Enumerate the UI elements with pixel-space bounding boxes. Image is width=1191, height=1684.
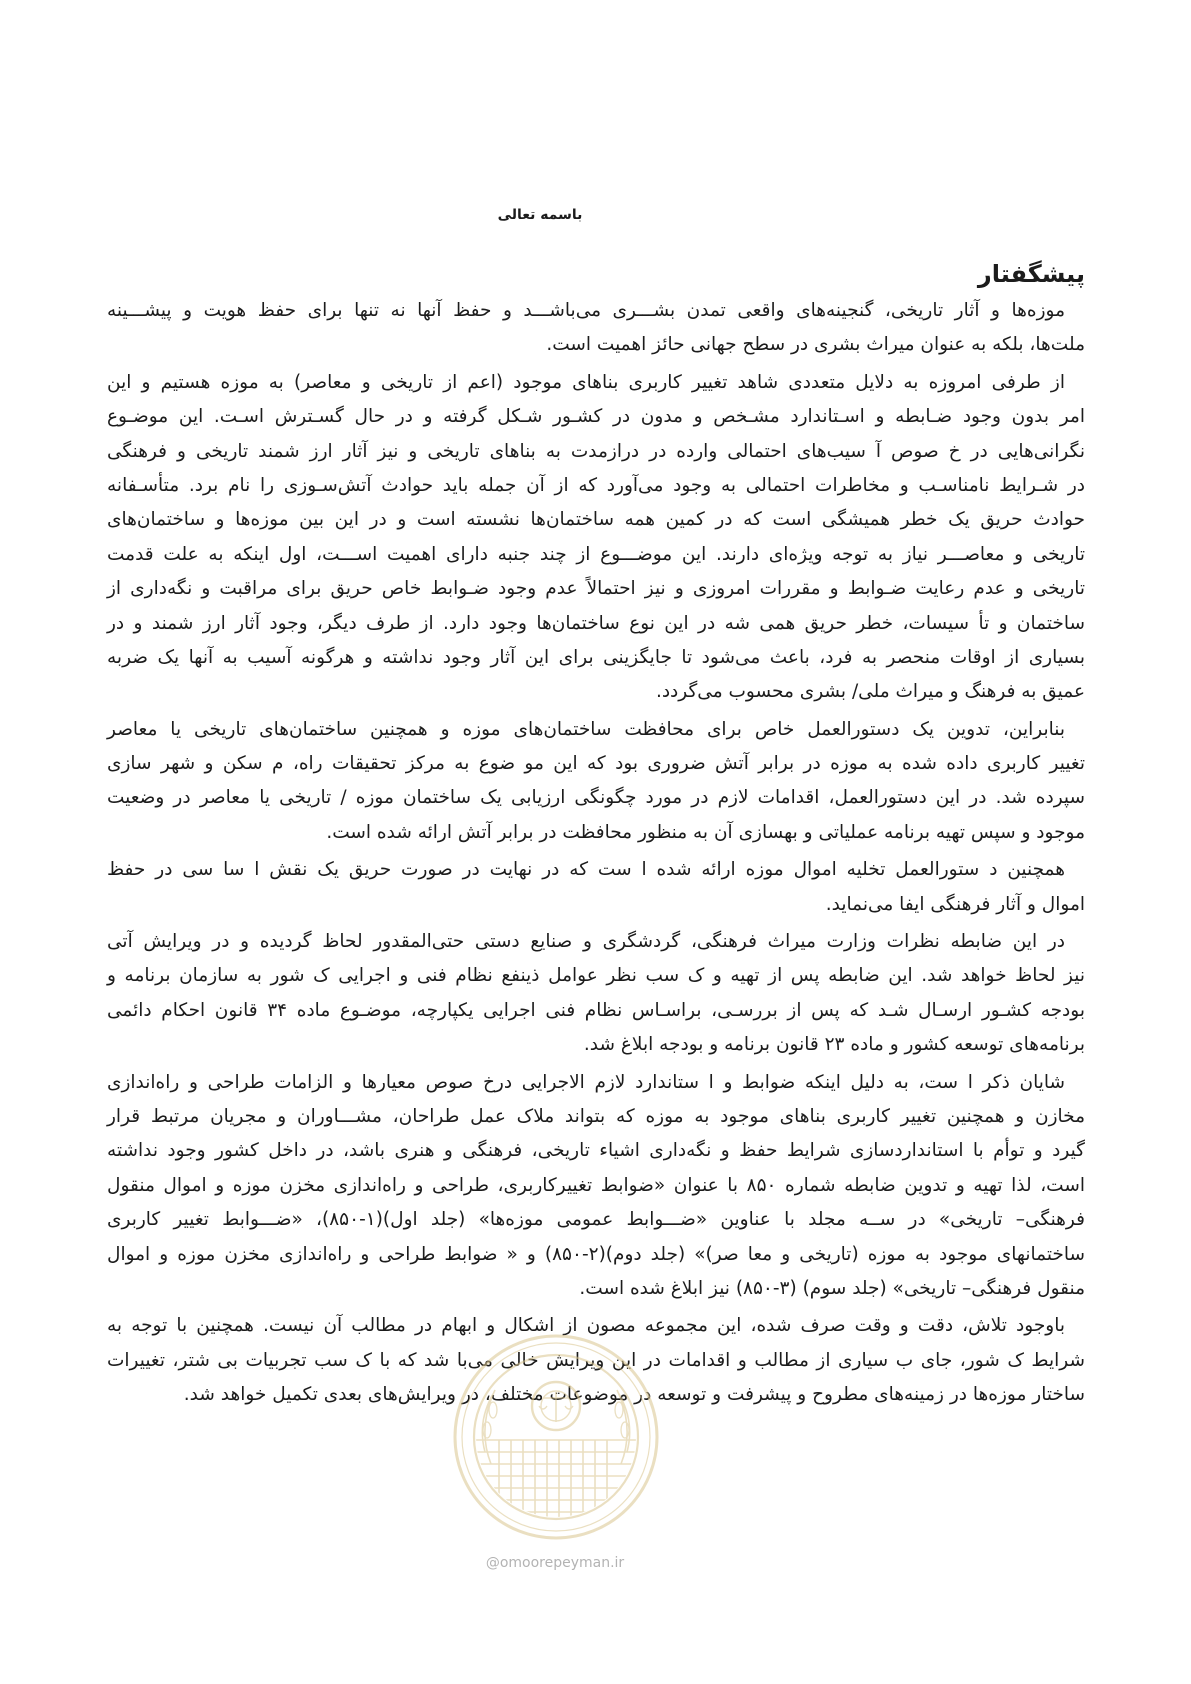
text-line bbox=[107, 1378, 1085, 1412]
text-line-content: ساختمان و تأ سیسات، خطر حریق همی شه در این نوع ساختمان‌ها وجود دارد. از طرف دیگر، وجود آثار ارز شمند و در bbox=[107, 612, 1085, 634]
page-title: پیشگفتار bbox=[977, 260, 1085, 288]
text-line-content: برنامه‌های توسعه کشور و ماده ۲۳ قانون برنامه و بودجه ابلاغ شد. bbox=[583, 1034, 1085, 1056]
text-line bbox=[107, 435, 1085, 469]
text-line-content: موجود و سپس تهیه برنامه عملیاتی و بهسازی آن به منظور محافظت در برابر آتش ارائه شده است. bbox=[326, 821, 1085, 843]
text-line bbox=[107, 572, 1085, 606]
text-line bbox=[107, 1203, 1085, 1237]
text-line-content: شرایط ک شور، جای ب سیاری از مطالب و اقدامات در این ویرایش خالی می‌با شد که با ک سب تجربیات بی شتر، تغییرات bbox=[107, 1349, 1085, 1371]
text-line bbox=[107, 816, 1085, 850]
text-line bbox=[107, 1238, 1085, 1272]
text-line bbox=[107, 538, 1085, 572]
text-line-content: از طرفی امروزه به دلایل متعددی شاهد تغییر کاربری بناهای موجود (اعم از تاریخی و معاصر) به موزه هستیم و این bbox=[107, 371, 1065, 393]
text-line bbox=[107, 888, 1085, 922]
text-line bbox=[107, 1272, 1085, 1306]
text-line-content: گیرد و توأم با استانداردسازی شرایط حفظ و نگه‌داری اشیاء تاریخی، فرهنگی و هنری باشد، در داخل کشور وجود نداشته bbox=[107, 1140, 1085, 1162]
text-line bbox=[107, 713, 1085, 747]
text-line bbox=[107, 675, 1085, 709]
text-line-content: ملت‌ها، بلکه به عنوان میراث بشری در سطح جهانی حائز اهمیت است. bbox=[546, 334, 1085, 356]
text-line-content: سپرده شد. در این دستورالعمل، اقدامات لازم در مورد چگونگی ارزیابی یک ساختمان موزه / تاریخی یا معاصر در وضعیت bbox=[107, 787, 1085, 809]
text-line-content: در شـرایط نامناسـب و مخاطرات احتمالی به وجود می‌آورد که از آن جمله باید حوادث آتش‌سـوزی را نام برد. متأسـفانه bbox=[107, 474, 1085, 496]
paragraph bbox=[107, 294, 1085, 363]
text-line-content: است، لذا تهیه و تدوین ضابطه شماره ۸۵۰ با عنوان «ضوابط تغییرکاربری، طراحی و راه‌اندازی مخزن موزه و اموال منقول bbox=[107, 1174, 1085, 1196]
paragraph bbox=[107, 925, 1085, 1063]
text-line-content: تاریخی و عدم رعایت ضـوابط و مقررات امروزی و نیز احتمالاً عدم وجود ضـوابط خاص حریق برای مراقبت و نگه‌داری از bbox=[107, 578, 1085, 600]
text-line-content: بودجه کشـور ارسـال شـد که پس از بررسـی، براسـاس نظام فنی اجرایی یکپارچه، موضـوع ماده ۳۴ قانون احکام دائمی bbox=[107, 999, 1085, 1021]
text-line bbox=[107, 959, 1085, 993]
text-line-content: منقول فرهنگی– تاریخی» (جلد سوم) (۳-۸۵۰) نیز ابلاغ شده است. bbox=[579, 1277, 1085, 1299]
text-line bbox=[107, 1100, 1085, 1134]
text-line bbox=[107, 781, 1085, 815]
text-line bbox=[107, 1066, 1085, 1100]
text-line bbox=[107, 853, 1085, 887]
text-line bbox=[107, 328, 1085, 362]
watermark-site-text: @omoorepeyman.ir bbox=[485, 1555, 625, 1571]
text-line bbox=[107, 1344, 1085, 1378]
text-line bbox=[107, 366, 1085, 400]
text-line bbox=[107, 994, 1085, 1028]
paragraph bbox=[107, 1309, 1085, 1412]
text-line bbox=[107, 1134, 1085, 1168]
text-line-content: نگرانی‌هایی در خ صوص آ سیب‌های احتمالی وارده در درازمدت به بناهای تاریخی و نیز آثار ارز شمند تاریخی و فرهنگی bbox=[107, 440, 1085, 462]
paragraph bbox=[107, 853, 1085, 922]
text-line bbox=[107, 1028, 1085, 1062]
text-line-content: ساختار موزه‌ها در زمینه‌های مطروح و پیشرفت و توسعه در موضوعات مختلف، در ویرایش‌های بعدی تکمیل خواهد شد. bbox=[183, 1384, 1085, 1406]
paragraph bbox=[107, 1066, 1085, 1307]
text-line-content: باوجود تلاش، دقت و وقت صرف شده، این مجموعه مصون از اشکال و ابهام در مطالب آن نیست. همچنین با توجه به bbox=[107, 1315, 1065, 1337]
invocation-heading: باسمه تعالی bbox=[497, 207, 583, 223]
text-line-content: عمیق به فرهنگ و میراث ملی/ بشری محسوب می‌گردد. bbox=[655, 681, 1085, 703]
text-line-content: شایان ذکر ا ست، به دلیل اینکه ضوابط و ا ستاندارد لازم الاجرایی درخ صوص معیارها و الزامات طراحی و راه‌اندازی bbox=[107, 1071, 1065, 1093]
text-line-content: امر بدون وجود ضـابطه و اسـتاندارد مشـخص و مدون در کشـور شـکل گرفته و در حال گسـترش اسـت. این موضـوع bbox=[107, 406, 1085, 428]
body-text bbox=[107, 294, 1085, 1413]
text-line bbox=[107, 1309, 1085, 1343]
paragraph bbox=[107, 366, 1085, 710]
text-line bbox=[107, 1169, 1085, 1203]
text-line-content: همچنین د ستورالعمل تخلیه اموال موزه ارائه شده ا ست که در نهایت در صورت حریق یک نقش ا سا سی در حفظ bbox=[107, 859, 1065, 881]
text-line-content: ساختمانهای موجود به موزه (تاریخی و معا صر)» (جلد دوم)(۲-۸۵۰) و « ضوابط طراحی و راه‌اندازی مخزن موزه و اموال bbox=[107, 1243, 1085, 1265]
text-line bbox=[107, 641, 1085, 675]
text-line-content: فرهنگی– تاریخی» در ســه مجلد با عناوین «ضـــوابط عمومی موزه‌ها» (جلد اول)(۱-۸۵۰)، «ضـــوابط تغییر کاربری bbox=[107, 1209, 1085, 1231]
text-line-content: تغییر کاربری داده شده به موزه در برابر آتش ضروری بود که این مو ضوع به مرکز تحقیقات راه، م سکن و شهر سازی bbox=[107, 753, 1085, 775]
text-line bbox=[107, 400, 1085, 434]
text-line-content: نیز لحاظ خواهد شد. این ضابطه پس از تهیه و ک سب نظر عوامل ذینفع نظام فنی و اجرایی ک شور به سازمان برنامه و bbox=[107, 965, 1085, 987]
text-line bbox=[107, 925, 1085, 959]
text-line-content: بسیاری از اوقات منحصر به فرد، باعث می‌شود تا جایگزینی برای این آثار وجود نداشته و هرگونه آسیب به آنها یک ضربه bbox=[107, 646, 1085, 668]
text-line bbox=[107, 469, 1085, 503]
paragraph bbox=[107, 713, 1085, 851]
text-line bbox=[107, 503, 1085, 537]
text-line bbox=[107, 747, 1085, 781]
text-line-content: بنابراین، تدوین یک دستورالعمل خاص برای محافظت ساختمان‌های موزه و همچنین ساختمان‌های تاریخی یا معاصر bbox=[107, 718, 1065, 740]
text-line-content: در این ضابطه نظرات وزارت میراث فرهنگی، گردشگری و صنایع دستی حتی‌المقدور لحاظ گردیده و در ویرایش آتی bbox=[107, 931, 1065, 953]
text-line-content: اموال و آثار فرهنگی ایفا می‌نماید. bbox=[825, 893, 1085, 915]
text-line bbox=[107, 607, 1085, 641]
text-line-content: موزه‌ها و آثار تاریخی، گنجینه‌های واقعی تمدن بشـــری می‌باشـــد و حفظ آنها نه تنها برای حفظ هویت و پیشـــینه bbox=[107, 300, 1065, 321]
text-line-content: مخازن و همچنین تغییر کاربری بناهای موجود به موزه که بتواند ملاک عمل طراحان، مشـــاوران و مجریان مرتبط قرار bbox=[107, 1105, 1085, 1127]
text-line-content: تاریخی و معاصـــر نیاز به توجه ویژه‌ای دارند. این موضـــوع از چند جنبه دارای اهمیت اســـت، اول اینکه به علت قدمت bbox=[107, 543, 1085, 565]
text-line bbox=[107, 294, 1085, 328]
text-line-content: حوادث حریق یک خطر همیشگی است که در کمین همه ساختمان‌ها نشسته است و در این بین موزه‌ها و ساختمان‌های bbox=[107, 509, 1085, 531]
